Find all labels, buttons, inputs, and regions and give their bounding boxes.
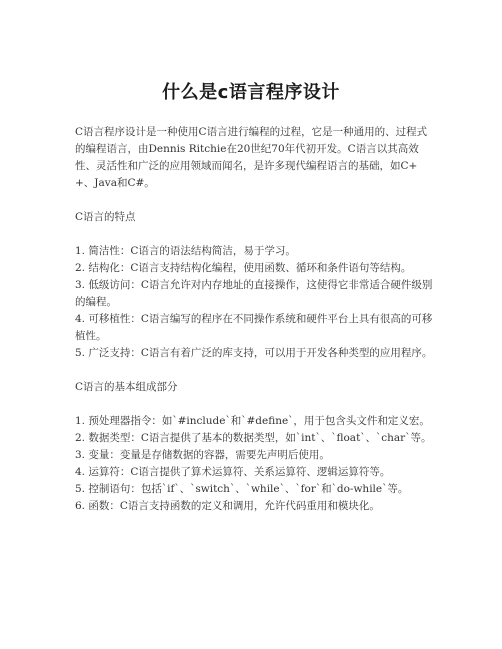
list-item: 1. 简洁性：C语言的语法结构简洁，易于学习。: [75, 245, 296, 257]
list-item: 3. 变量：变量是存储数据的容器，需要先声明后使用。: [75, 449, 330, 461]
section-heading-features: C语言的特点: [75, 211, 136, 223]
list-item: 4. 可移植性：C语言编写的程序在不同操作系统和硬件平台上具有很高的可移植性。: [75, 313, 433, 342]
list-item: 5. 广泛支持：C语言有着广泛的库支持，可以用于开发各种类型的应用程序。: [75, 347, 433, 359]
document-title: 什么是c语言程序设计: [162, 82, 340, 103]
list-item: 5. 控制语句：包括`if`、`switch`、`while`、`for`和`do-while`等。: [75, 483, 409, 495]
list-item: 2. 数据类型：C语言提供了基本的数据类型，如`int`、`float`、`char`等。: [75, 432, 432, 444]
list-item: 4. 运算符：C语言提供了算术运算符、关系运算符、逻辑运算符等。: [75, 466, 391, 478]
list-item: 2. 结构化：C语言支持结构化编程，使用函数、循环和条件语句等结构。: [75, 262, 412, 274]
list-item: 3. 低级访问：C语言允许对内存地址的直接操作，这使得它非常适合硬件级别的编程。: [75, 279, 433, 308]
components-list: [75, 413, 435, 515]
section-heading-components: C语言的基本组成部分: [75, 381, 178, 393]
document-body: [75, 124, 435, 532]
list-item: 1. 预处理器指令：如`#include`和`#define`，用于包含头文件和定义宏。: [75, 415, 430, 427]
list-item: 6. 函数：C语言支持函数的定义和调用，允许代码重用和模块化。: [75, 500, 380, 512]
intro-paragraph: C语言程序设计是一种使用C语言进行编程的过程，它是一种通用的、过程式的编程语言，由Dennis Ritchie在20世纪70年代初开发。C语言以其高效性、灵活性和广泛的应用领域而闻名，是许多现代编程语言的基础，如C++、Java和C#。: [75, 126, 428, 189]
features-list: [75, 243, 435, 362]
